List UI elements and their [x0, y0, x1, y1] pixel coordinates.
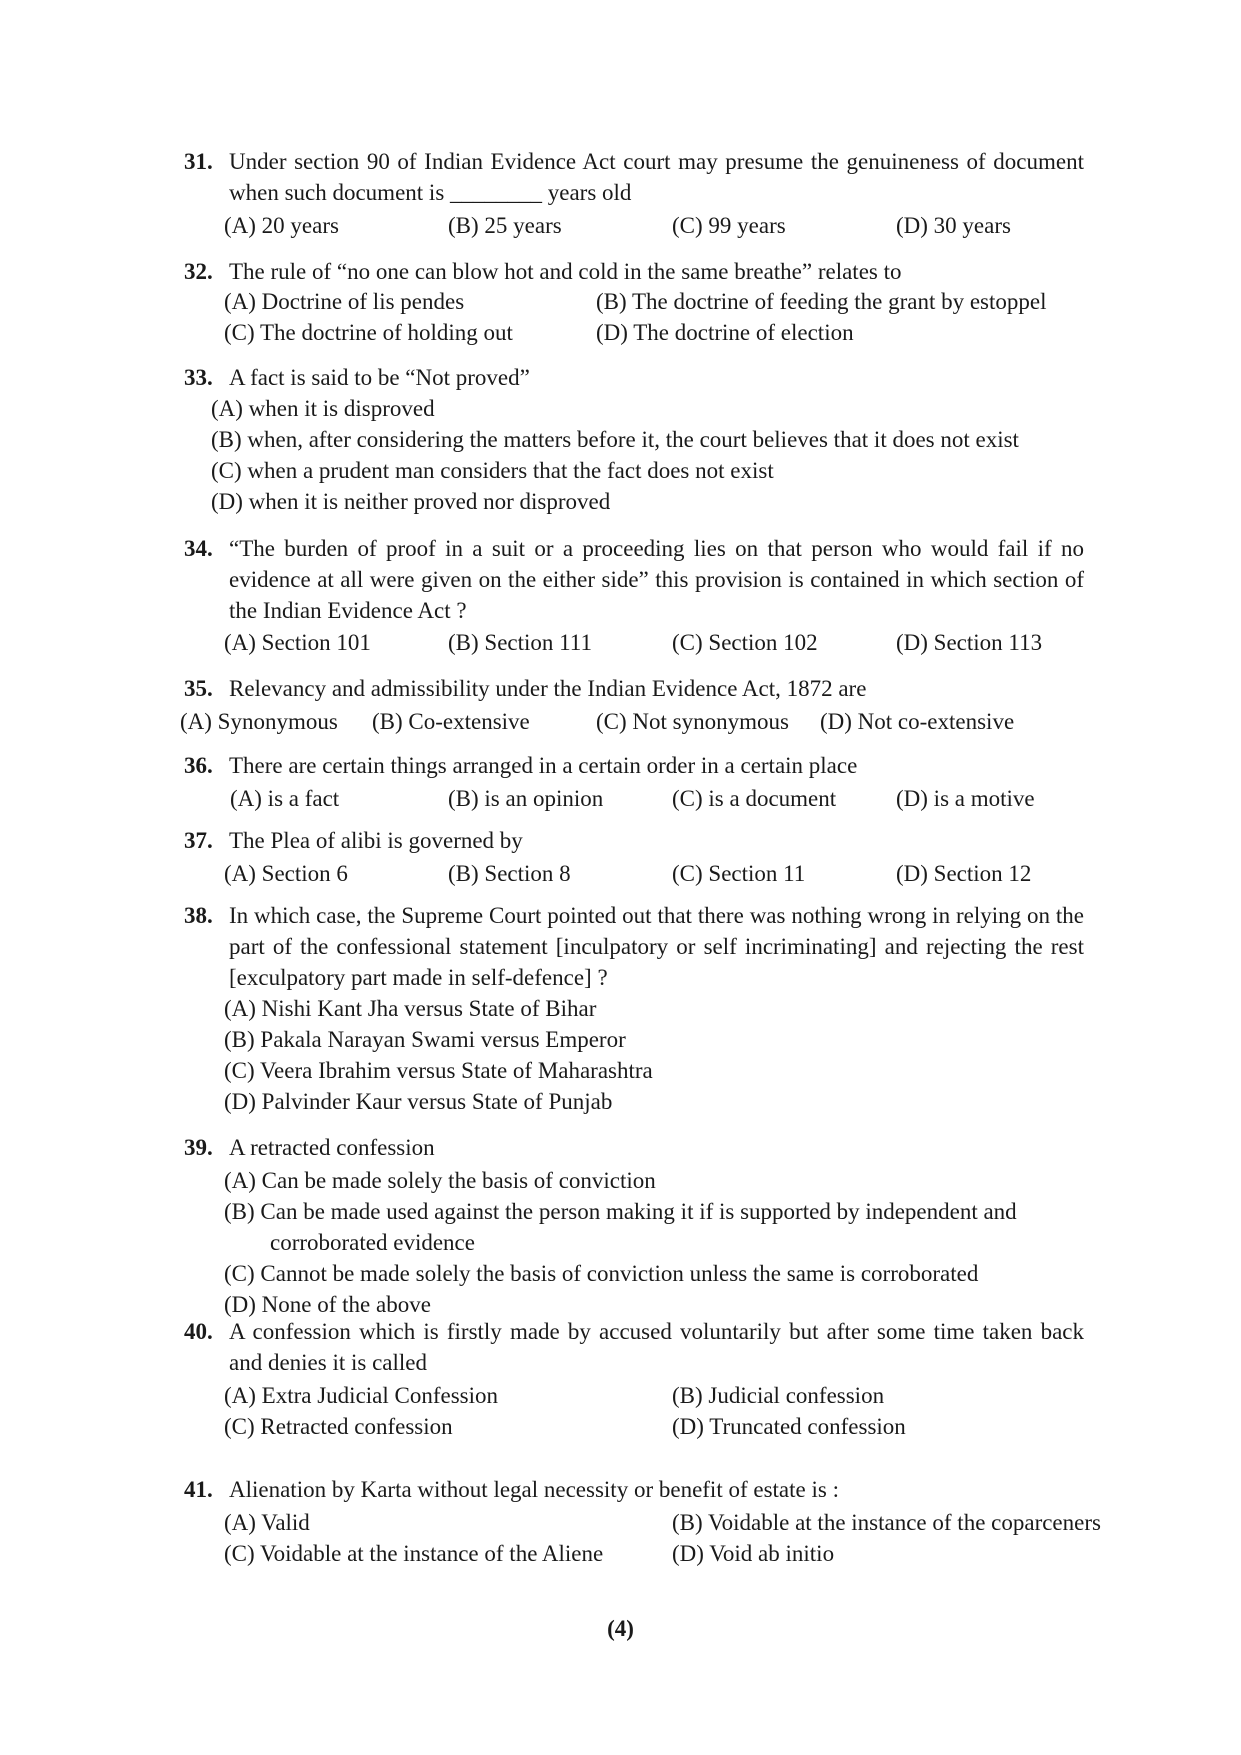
question-34 — [184, 533, 1084, 658]
question-text: A fact is said to be “Not proved” — [229, 365, 530, 390]
question-text: “The burden of proof in a suit or a proceeding lies on that person who would fail if no evidence at all were given on the either side” this provision is contained in which section of the Indian Evidence Act ? — [229, 536, 1084, 623]
option-b: (B) 25 years — [448, 213, 562, 238]
question-36 — [184, 750, 1084, 814]
question-text: The rule of “no one can blow hot and cold in the same breathe” relates to — [229, 259, 902, 284]
question-number: 41. — [184, 1477, 213, 1502]
question-number: 38. — [184, 903, 213, 928]
option-a: (A) Doctrine of lis pendes — [224, 289, 465, 314]
question-number: 39. — [184, 1135, 213, 1160]
question-number: 36. — [184, 753, 213, 778]
question-31 — [184, 146, 1084, 241]
option-b: (B) The doctrine of feeding the grant by estoppel — [596, 289, 1047, 314]
question-38 — [184, 900, 1084, 1117]
question-text: A confession which is firstly made by accused voluntarily but after some time taken back and denies it is called — [229, 1319, 1084, 1375]
question-number: 33. — [184, 365, 213, 390]
page-number: (4) — [607, 1616, 634, 1641]
options — [180, 706, 1084, 737]
option-c: (C) Section 11 — [672, 861, 806, 886]
options — [184, 858, 1084, 889]
option-a: (A) Synonymous — [180, 709, 338, 734]
question-number: 35. — [184, 676, 213, 701]
question-text: The Plea of alibi is governed by — [229, 828, 523, 853]
option-c: (C) The doctrine of holding out — [224, 320, 513, 345]
option-d: (D) Not co-extensive — [820, 709, 1015, 734]
question-32 — [184, 256, 1144, 348]
option-d: (D) The doctrine of election — [596, 320, 854, 345]
option-c: (C) Retracted confession — [224, 1414, 453, 1439]
option-a: (A) Nishi Kant Jha versus State of Bihar — [224, 996, 597, 1021]
option-b: (B) Section 111 — [448, 630, 592, 655]
option-c: (C) is a document — [672, 786, 837, 811]
option-c: (C) Not synonymous — [596, 709, 789, 734]
options — [184, 393, 1114, 517]
option-d: (D) Palvinder Kaur versus State of Punjab — [224, 1089, 613, 1114]
option-a: (A) Extra Judicial Confession — [224, 1383, 499, 1408]
option-b: (B) when, after considering the matters before it, the court believes that it does not exist — [211, 427, 1019, 452]
question-number: 31. — [184, 149, 213, 174]
option-d: (D) None of the above — [224, 1292, 431, 1317]
question-number: 34. — [184, 536, 213, 561]
question-33 — [184, 362, 1114, 517]
option-c: (C) when a prudent man considers that the fact does not exist — [211, 458, 774, 483]
options — [184, 1380, 1084, 1442]
question-number: 32. — [184, 259, 213, 284]
option-b: (B) Can be made used against the person making it if is supported by independent and corroborated evidence — [224, 1199, 1017, 1255]
options — [184, 1507, 1144, 1569]
options — [184, 210, 1084, 241]
option-a: (A) when it is disproved — [211, 396, 435, 421]
option-d: (D) Section 113 — [896, 630, 1043, 655]
question-text: There are certain things arranged in a certain order in a certain place — [229, 753, 858, 778]
options — [184, 627, 1084, 658]
option-a: (A) Section 6 — [224, 861, 348, 886]
option-d: (D) 30 years — [896, 213, 1011, 238]
option-d: (D) Void ab initio — [672, 1541, 835, 1566]
option-d: (D) is a motive — [896, 786, 1035, 811]
option-a: (A) Valid — [224, 1510, 310, 1535]
option-c: (C) Veera Ibrahim versus State of Maharashtra — [224, 1058, 653, 1083]
question-41 — [184, 1474, 1144, 1569]
question-number: 40. — [184, 1319, 213, 1344]
option-d: (D) when it is neither proved nor disproved — [211, 489, 611, 514]
option-b: (B) Voidable at the instance of the coparceners — [672, 1510, 1101, 1535]
option-c: (C) 99 years — [672, 213, 786, 238]
options — [184, 286, 1144, 348]
options — [184, 1165, 1084, 1320]
option-a: (A) is a fact — [230, 786, 340, 811]
option-c: (C) Voidable at the instance of the Aliene — [224, 1541, 604, 1566]
question-text: Relevancy and admissibility under the Indian Evidence Act, 1872 are — [229, 676, 867, 701]
question-35 — [180, 673, 1084, 737]
option-b: (B) Co-extensive — [372, 709, 530, 734]
options — [184, 783, 1084, 814]
question-text: Under section 90 of Indian Evidence Act court may presume the genuineness of document when such document is ________ years old — [229, 149, 1084, 205]
option-c: (C) Section 102 — [672, 630, 818, 655]
options — [184, 993, 1084, 1117]
option-d: (D) Truncated confession — [672, 1414, 906, 1439]
option-a: (A) Can be made solely the basis of conviction — [224, 1168, 656, 1193]
question-37 — [184, 825, 1084, 889]
option-b: (B) Section 8 — [448, 861, 571, 886]
question-number: 37. — [184, 828, 213, 853]
option-b: (B) Judicial confession — [672, 1383, 885, 1408]
question-text: In which case, the Supreme Court pointed out that there was nothing wrong in relying on the part of the confessional statement [inculpatory or self incriminating] and rejecting the rest [exculpatory part made in self-defence] ? — [229, 903, 1084, 990]
question-text: A retracted confession — [229, 1135, 435, 1160]
option-b: (B) is an opinion — [448, 786, 604, 811]
option-b: (B) Pakala Narayan Swami versus Emperor — [224, 1027, 626, 1052]
option-c: (C) Cannot be made solely the basis of conviction unless the same is corroborated — [224, 1261, 979, 1286]
option-a: (A) 20 years — [224, 213, 339, 238]
option-d: (D) Section 12 — [896, 861, 1032, 886]
option-a: (A) Section 101 — [224, 630, 371, 655]
question-text: Alienation by Karta without legal necessity or benefit of estate is : — [229, 1477, 839, 1502]
question-40 — [184, 1316, 1084, 1442]
question-39 — [184, 1132, 1084, 1320]
